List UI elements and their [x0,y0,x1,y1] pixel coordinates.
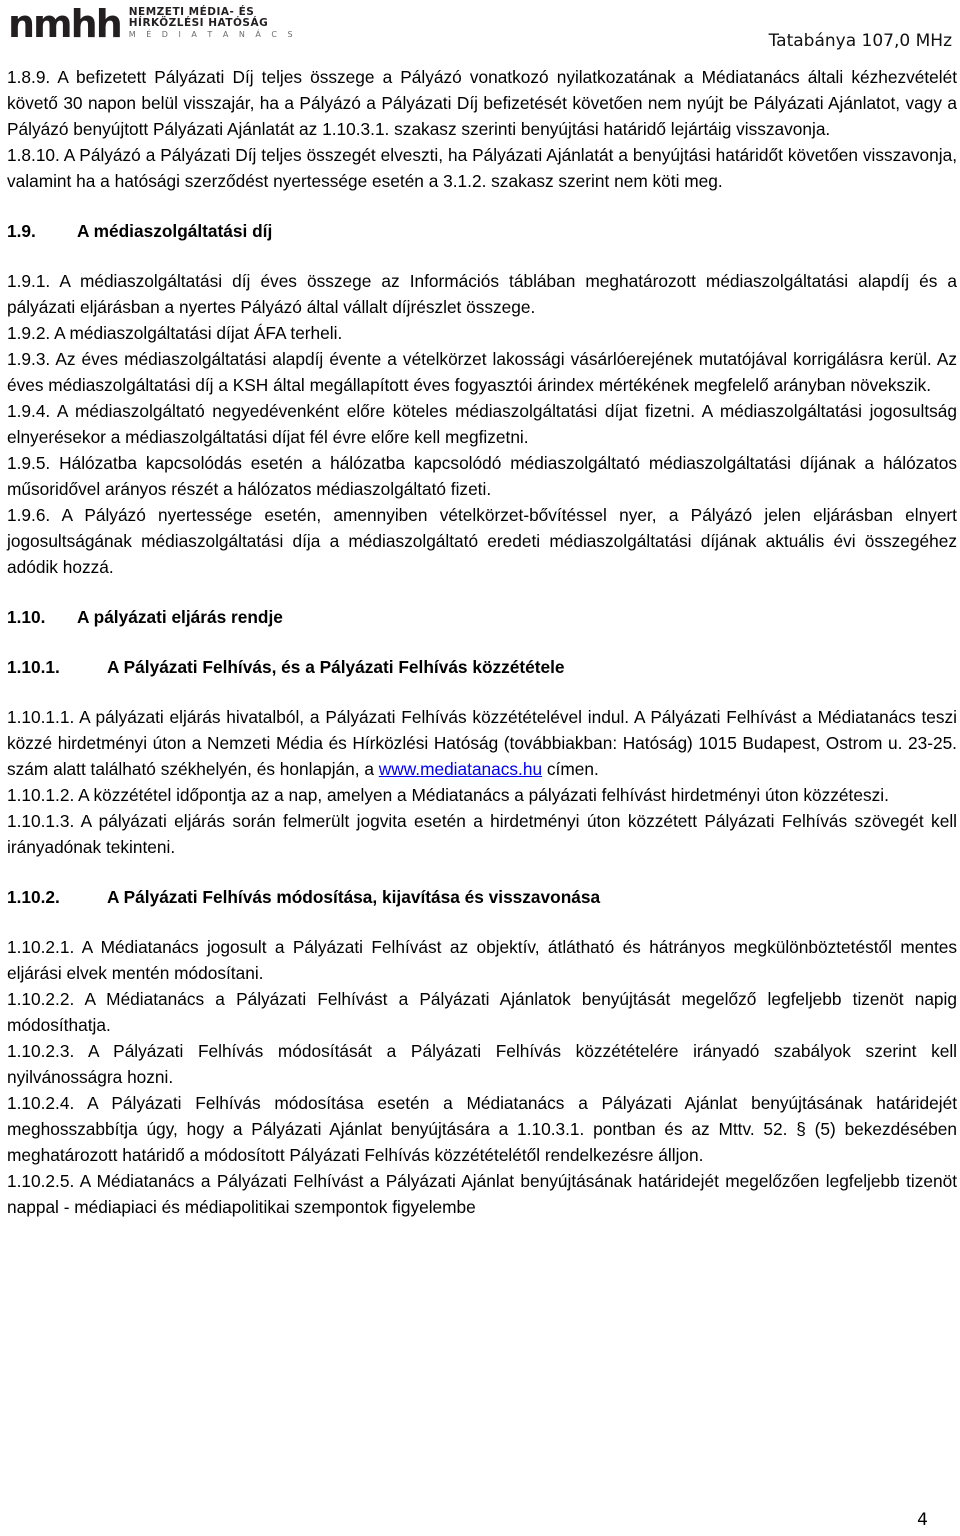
section-number: 1.10. [7,607,46,627]
paragraph-text: címen. [542,759,599,779]
paragraph-1-8-10: 1.8.10. A Pályázó a Pályázati Díj teljes összegét elveszti, ha Pályázati Ajánlatát a benyújtási határidőt követően visszavonja, valamint ha a hatósági szerződést nyertessége esetén a 3.1.2. szakasz szerint nem köti meg. [7,145,957,191]
paragraph-1-9-2: 1.9.2. A médiaszolgáltatási díjat ÁFA terheli. [7,323,343,343]
paragraph-1-9-4: 1.9.4. A médiaszolgáltató negyedévenként előre köteles médiaszolgáltatási díjat fizetni. A médiaszolgáltatási jogosultság elnyerésekor a médiaszolgáltatási díjat fél évre előre kell megfizetni. [7,401,957,447]
paragraph-1-10-2-2: 1.10.2.2. A Médiatanács a Pályázati Felhívást a Pályázati Ajánlatok benyújtását megelőző legfeljebb tizenöt napig módosíthatja. [7,989,957,1035]
section-number: 1.10.1. [7,657,60,677]
section-number: 1.9. [7,221,36,241]
section-number: 1.10.2. [7,887,60,907]
logo-line-3: M É D I A T A N Á C S [128,30,297,39]
logo-line-2: HÍRKÖZLÉSI HATÓSÁG [128,17,269,29]
section-heading-1-10-1 [7,654,957,680]
logo-text [129,7,297,40]
paragraph-1-9-3: 1.9.3. Az éves médiaszolgáltatási alapdíj évente a vételkörzet lakossági vásárlóerejének mutatójával korrigálásra kerül. Az éves médiaszolgáltatási díj a KSH által megállapított éves fogyasztói árindex mértékének megfelelő arányban növekszik. [7,349,957,395]
section-heading-1-9 [7,218,957,244]
paragraph-1-10-2-1: 1.10.2.1. A Médiatanács jogosult a Pályázati Felhívást az objektív, átlátható és hátrányos megkülönböztetéstől mentes eljárási elvek mentén módosítani. [7,937,957,983]
nmhh-logo [8,4,297,44]
paragraph-1-9-6: 1.9.6. A Pályázó nyertessége esetén, amennyiben vételkörzet-bővítéssel nyer, a Pályázó jelen eljárásban elnyert jogosultságának médiaszolgáltatási díja a médiaszolgáltató eredeti médiaszolgáltatási díjának aktuális évi összegéhez adódik hozzá. [7,505,957,577]
section-title: A pályázati eljárás rendje [77,607,283,627]
section-title: A Pályázati Felhívás, és a Pályázati Felhívás közzététele [107,657,565,677]
page-number: 4 [917,1510,928,1530]
paragraph-1-10-2-4: 1.10.2.4. A Pályázati Felhívás módosítása esetén a Médiatanács a Pályázati Ajánlat benyújtásának határidejét meghosszabbítja úgy, hogy a Pályázati Ajánlat benyújtására a 1.10.3.1. pontban és az Mttv. 52. § (5) bekezdésében meghatározott határidő a módosított Pályázati Felhívás közzétételétől rendelkezésre álljon. [7,1093,957,1165]
section-heading-1-10 [7,604,957,630]
section-heading-1-10-2 [7,884,957,910]
paragraph-1-9-1: 1.9.1. A médiaszolgáltatási díj éves összege az Információs táblában meghatározott médiaszolgáltatási alapdíj és a pályázati eljárásban a nyertes Pályázó által vállalt díjrészlet összege. [7,271,957,317]
station-label: Tatabánya 107,0 MHz [768,31,952,51]
section-title: A médiaszolgáltatási díj [77,221,273,241]
paragraph-1-10-1-3: 1.10.1.3. A pályázati eljárás során felmerült jogvita esetén a hirdetményi úton közzétett Pályázati Felhívás szövegét kell irányadónak tekinteni. [7,811,957,857]
paragraph-1-10-2-3: 1.10.2.3. A Pályázati Felhívás módosítását a Pályázati Felhívás közzétételére irányadó szabályok szerint kell nyilvánosságra hozni. [7,1041,957,1087]
paragraph-1-10-1-2: 1.10.1.2. A közzététel időpontja az a nap, amelyen a Médiatanács a pályázati felhívást hirdetményi úton közzéteszi. [7,785,889,805]
paragraph-1-10-1-1 [7,704,957,782]
paragraph-1-9-5: 1.9.5. Hálózatba kapcsolódás esetén a hálózatba kapcsolódó médiaszolgáltató médiaszolgáltatási díjának a hálózatos műsoridővel arányos részét a hálózatos médiaszolgáltató fizeti. [7,453,957,499]
logo-line-1: NEMZETI MÉDIA- ÉS [128,6,255,18]
paragraph-1-8-9: 1.8.9. A befizetett Pályázati Díj teljes összege a Pályázó vonatkozó nyilatkozatának a Médiatanács általi kézhezvételét követő 30 napon belül visszajár, ha a Pályázó a Pályázati Díj befizetését követően nem nyújt be Pályázati Ajánlatot, vagy a Pályázó benyújtott Pályázati Ajánlatát az 1.10.3.1. szakasz szerinti benyújtási határidő lejártáig visszavonja. [7,67,957,139]
page-header [0,0,960,60]
mediatanacs-link[interactable]: www.mediatanacs.hu [378,759,543,779]
paragraph-text: 1.10.1.1. A pályázati eljárás hivatalból, a Pályázati Felhívás közzétételével indul. A Pályázati Felhívást a Médiatanács teszi közzé hirdetményi úton a Nemzeti Média és Hírközlési Hatóság (továbbiakban: Hatóság) 1015 Budapest, Ostrom u. 23-25. szám alatt található székhelyén, és honlapján, a [7,707,957,779]
paragraph-1-10-2-5: 1.10.2.5. A Médiatanács a Pályázati Felhívást a Pályázati Ajánlat benyújtásának határidejét megelőzően legfeljebb tizenöt nappal - médiapiaci és médiapolitikai szempontok figyelembe [7,1171,957,1217]
document-body [7,64,957,1220]
logo-mark: nmhh [8,2,121,46]
section-title: A Pályázati Felhívás módosítása, kijavítása és visszavonása [107,887,601,907]
